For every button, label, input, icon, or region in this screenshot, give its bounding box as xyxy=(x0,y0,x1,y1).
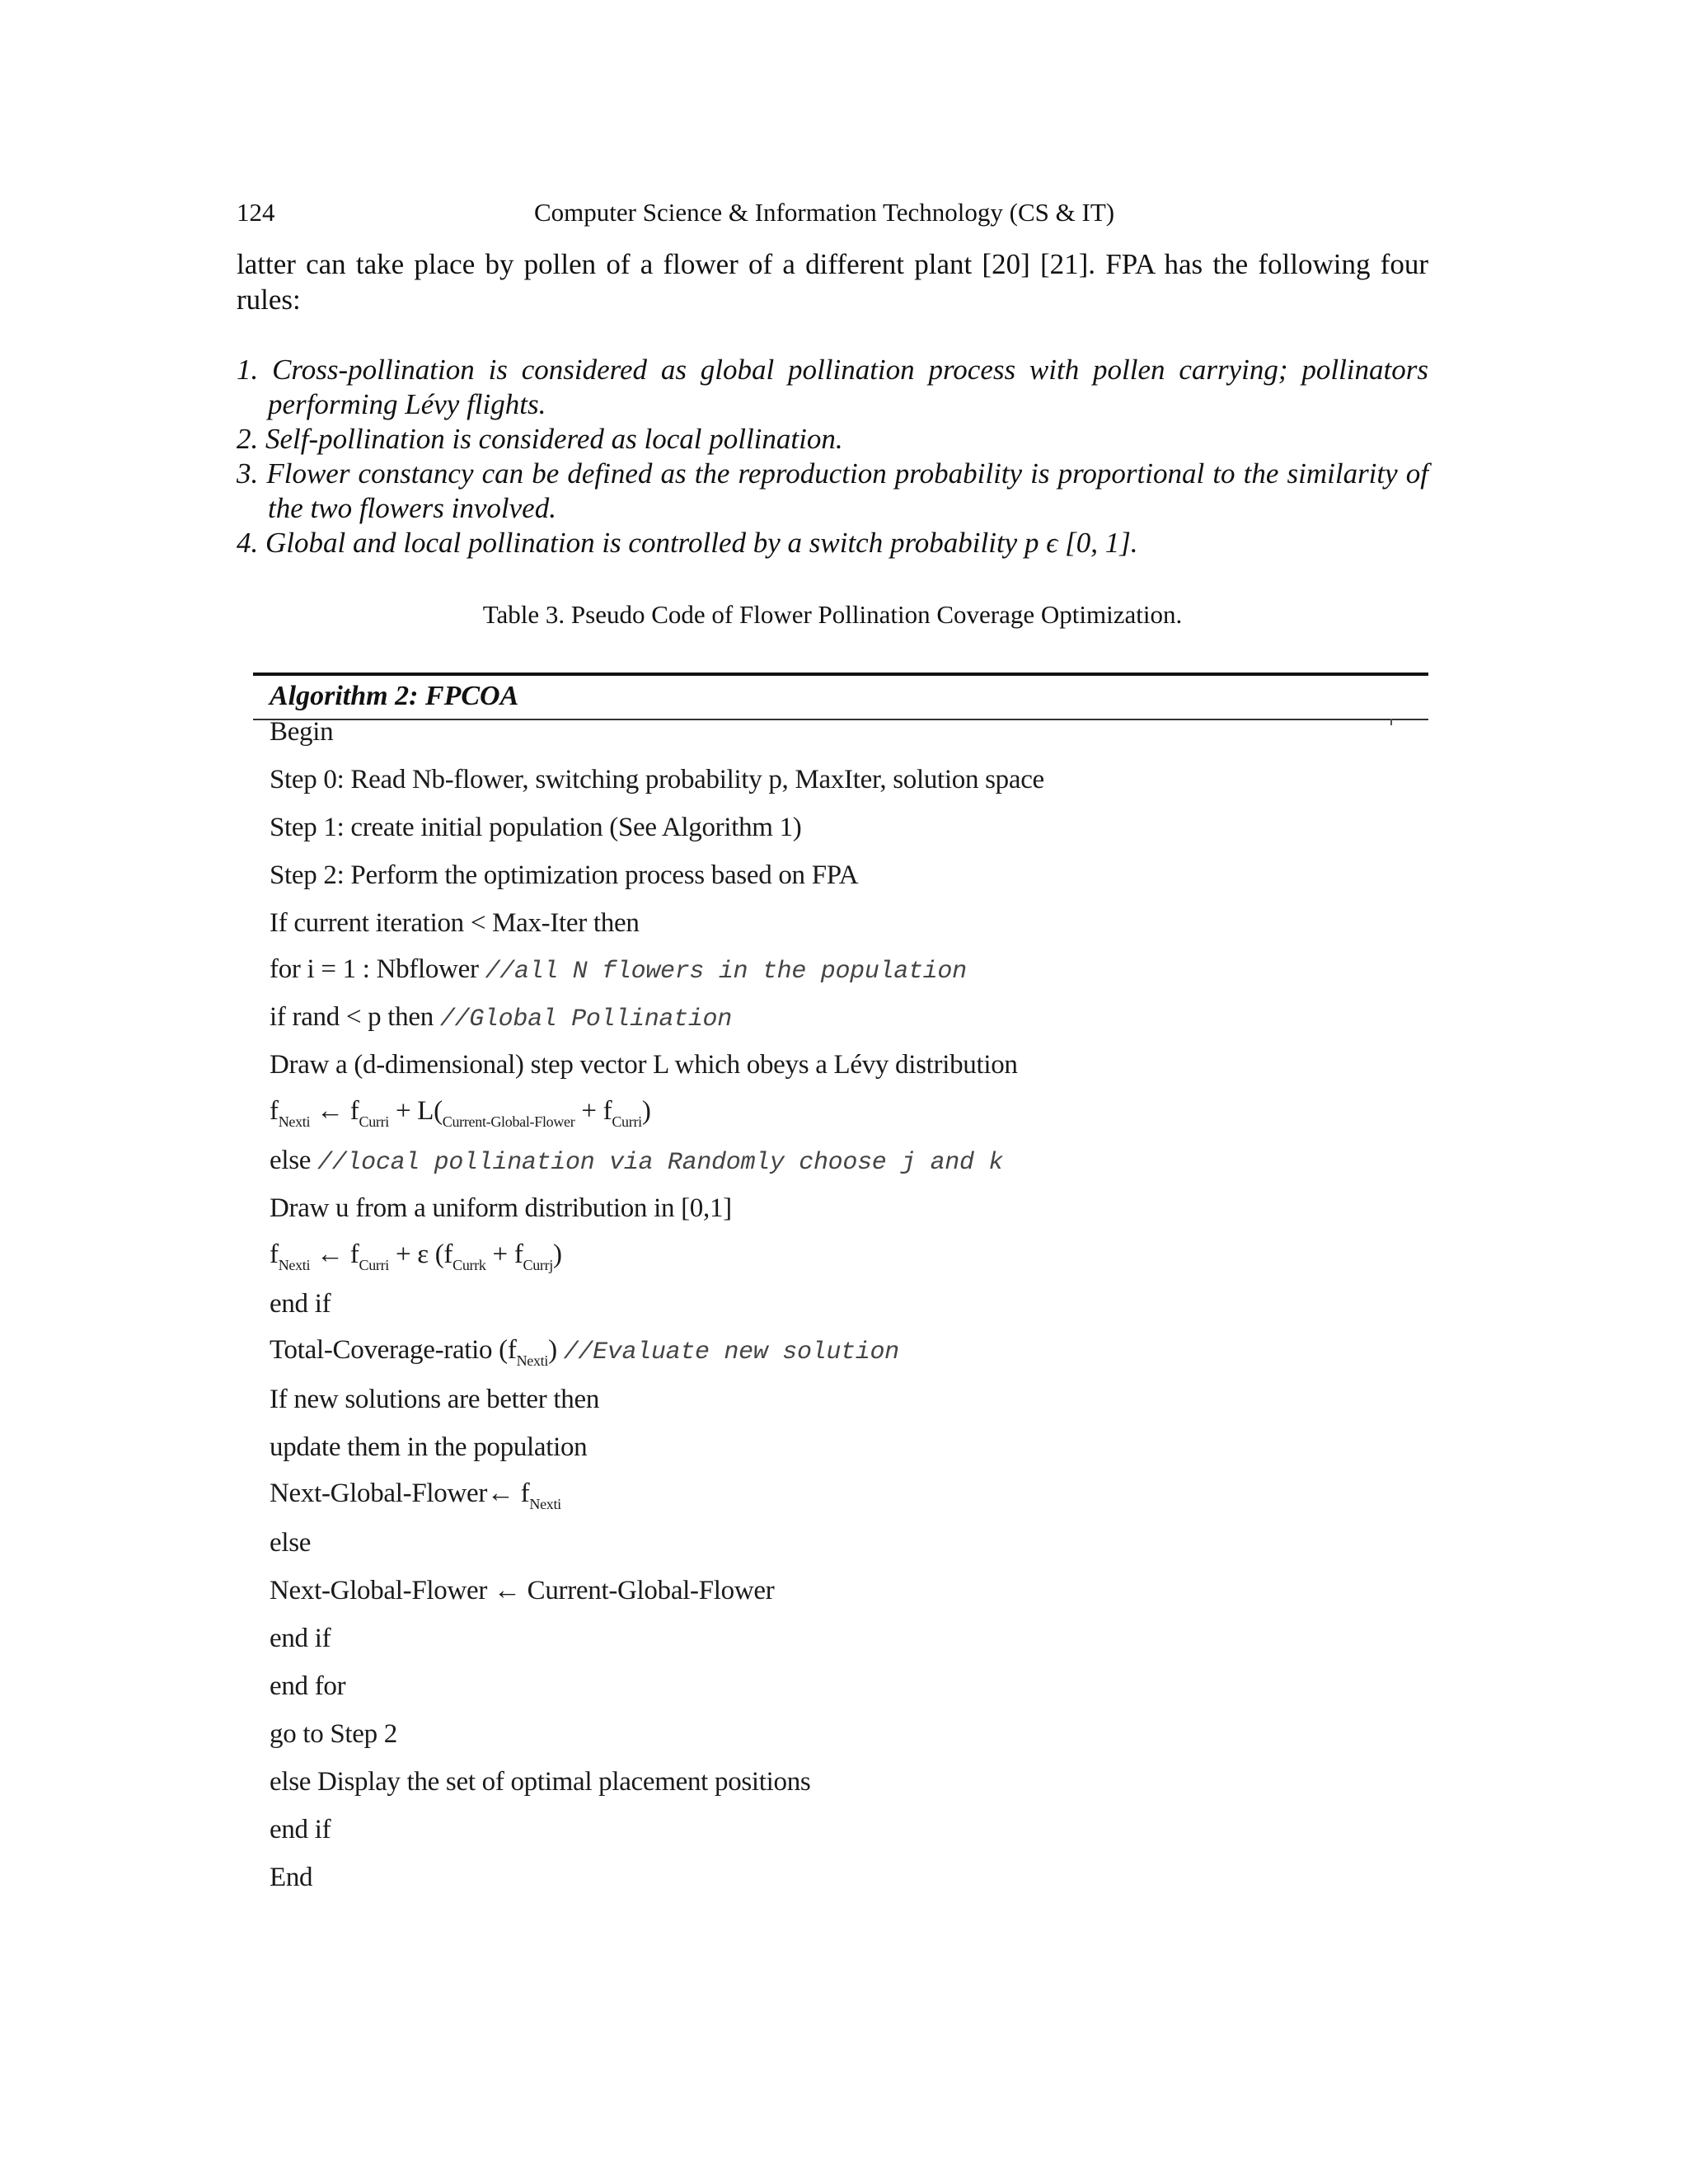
formula-subscript: Nexti xyxy=(278,1257,311,1273)
code-line: end if xyxy=(270,1289,331,1319)
code-text: if rand < p then xyxy=(270,1002,440,1032)
formula-part: + L( xyxy=(389,1096,443,1126)
code-line: Step 0: Read Nb-flower, switching probability p, MaxIter, solution space xyxy=(270,765,1044,794)
code-line xyxy=(270,1002,732,1033)
formula-subscript: Nexti xyxy=(516,1352,549,1369)
formula-part: ) xyxy=(641,1096,651,1126)
table-rule-mark xyxy=(1390,719,1392,725)
page-number: 124 xyxy=(237,198,275,227)
code-text: else xyxy=(270,1146,318,1175)
formula-part: + f xyxy=(485,1240,523,1269)
code-line: End xyxy=(270,1863,313,1892)
code-line-formula xyxy=(270,1240,562,1274)
formula-subscript: Current-Global-Flower xyxy=(442,1113,575,1130)
formula-part: + f xyxy=(574,1096,612,1126)
formula-subscript: Curri xyxy=(359,1257,389,1273)
code-line xyxy=(270,1146,1003,1177)
code-line: update them in the population xyxy=(270,1432,588,1462)
formula-subscript: Nexti xyxy=(278,1113,311,1130)
code-line: end if xyxy=(270,1815,331,1844)
formula-subscript: Curri xyxy=(612,1113,642,1130)
code-comment: //local pollination via Randomly choose j and k xyxy=(317,1149,1004,1177)
code-line: end if xyxy=(270,1624,331,1653)
code-line: else xyxy=(270,1528,312,1558)
formula-part: + ε (f xyxy=(389,1240,453,1269)
running-header: Computer Science & Information Technology (CS & IT) xyxy=(534,198,1115,227)
code-line: Next-Global-Flower ← Current-Global-Flower xyxy=(270,1576,775,1605)
rule-item: 4. Global and local pollination is controlled by a switch probability p ϵ [0, 1]. xyxy=(237,527,1138,559)
code-text: Next-Global-Flower← f xyxy=(270,1479,530,1508)
code-line: go to Step 2 xyxy=(270,1719,397,1749)
code-line: If current iteration < Max-Iter then xyxy=(270,908,640,938)
code-text: for i = 1 : Nbflower xyxy=(270,954,485,984)
table-top-rule xyxy=(253,673,1428,676)
table-caption: Table 3. Pseudo Code of Flower Pollination Coverage Optimization. xyxy=(482,600,1183,629)
code-line: Step 2: Perform the optimization process based on FPA xyxy=(270,860,859,890)
code-line xyxy=(270,1479,561,1513)
code-line: Begin xyxy=(270,717,334,747)
rule-item: 3. Flower constancy can be defined as the reproduction probability is proportional to the similarity of the two flowers involved. xyxy=(237,457,1428,524)
code-line: Draw u from a uniform distribution in [0,1] xyxy=(270,1193,732,1223)
code-line: Step 1: create initial population (See Algorithm 1) xyxy=(270,813,802,842)
intro-paragraph: latter can take place by pollen of a flower of a different plant [20] [21]. FPA has the following four rules: xyxy=(237,248,1428,316)
table-header-rule xyxy=(253,719,1428,720)
algorithm-title: Algorithm 2: FPCOA xyxy=(270,681,519,711)
fpa-rules-list xyxy=(237,353,1428,560)
code-text: ) xyxy=(548,1335,564,1365)
formula-part: ← f xyxy=(310,1096,359,1126)
code-comment: //all N flowers in the population xyxy=(485,958,967,986)
code-comment: //Evaluate new solution xyxy=(563,1338,899,1366)
code-line: Draw a (d-dimensional) step vector L which obeys a Lévy distribution xyxy=(270,1050,1018,1080)
formula-subscript: Curri xyxy=(359,1113,389,1130)
code-line xyxy=(270,954,967,986)
formula-part: f xyxy=(270,1240,279,1269)
code-line: If new solutions are better then xyxy=(270,1385,600,1414)
rule-item: 1. Cross-pollination is considered as global pollination process with pollen carrying; pollinators performing Lévy flights. xyxy=(237,354,1428,420)
formula-subscript: Currk xyxy=(452,1257,486,1273)
formula-part: ← f xyxy=(310,1240,359,1269)
code-line: else Display the set of optimal placement positions xyxy=(270,1767,811,1797)
formula-part: ) xyxy=(553,1240,562,1269)
code-line xyxy=(270,1335,899,1370)
formula-part: f xyxy=(270,1096,279,1126)
formula-subscript: Currj xyxy=(523,1257,554,1273)
code-text: Total-Coverage-ratio (f xyxy=(270,1335,517,1365)
code-line-formula xyxy=(270,1096,651,1131)
formula-subscript: Nexti xyxy=(529,1496,561,1512)
rule-item: 2. Self-pollination is considered as local pollination. xyxy=(237,423,843,455)
code-line: end for xyxy=(270,1671,346,1701)
code-comment: //Global Pollination xyxy=(439,1005,732,1033)
